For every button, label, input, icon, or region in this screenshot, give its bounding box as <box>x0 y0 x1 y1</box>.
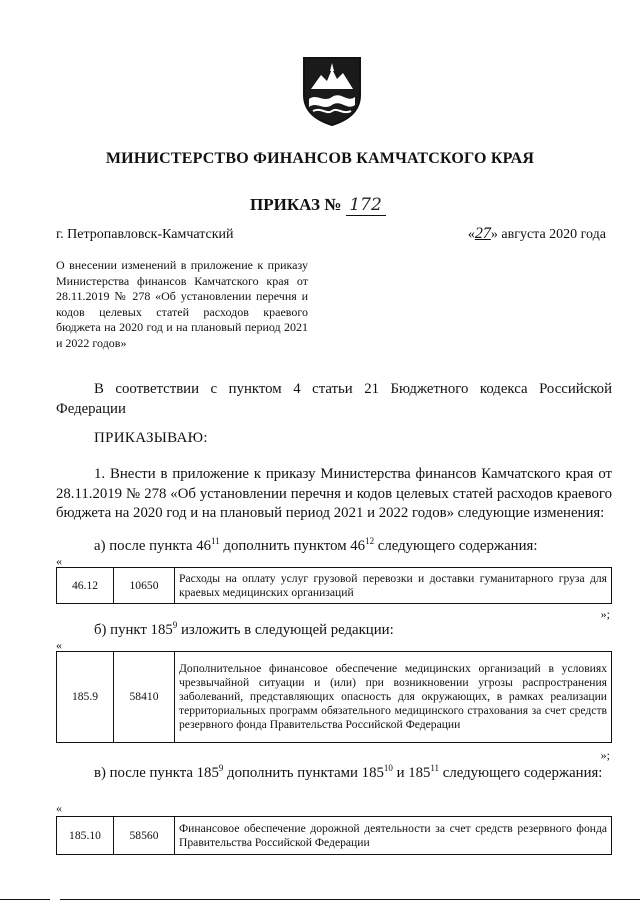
sub-v-sup-1: 9 <box>218 763 224 774</box>
order-title <box>250 195 386 216</box>
sub-item-v <box>56 764 612 783</box>
sub-b-text-2: изложить в следующей редакции: <box>177 622 394 638</box>
quote-close-b: »; <box>600 748 610 762</box>
sub-b-text-1: б) пункт 185 <box>94 622 173 638</box>
quote-open-a: « <box>56 554 62 568</box>
orders-heading: ПРИКАЗЫВАЮ: <box>94 430 208 446</box>
date-rest: » августа 2020 года <box>490 227 606 242</box>
description-cell: Расходы на оплату услуг грузовой перевозки и доставки гуманитарного груза для краевых медицинских организаций <box>175 568 612 604</box>
sub-item-b <box>94 622 394 639</box>
code-cell: 10650 <box>114 568 175 604</box>
order-label: ПРИКАЗ № <box>250 195 342 214</box>
sub-b-sup-1: 9 <box>172 620 178 631</box>
order-number: 172 <box>346 195 386 216</box>
sub-a-text-2: дополнить пунктом 46 <box>219 538 366 554</box>
quote-open-v: « <box>56 801 62 815</box>
amendment-table-b <box>56 651 612 743</box>
sub-v-text-1: в) после пункта 185 <box>94 765 219 781</box>
description-cell: Финансовое обеспечение дорожной деятельности за счет средств резервного фонда Правительства Российской Федерации <box>175 817 612 855</box>
sub-a-text-1: а) после пункта 46 <box>94 538 212 554</box>
sub-v-text-4: следующего содержания: <box>439 765 603 781</box>
sub-v-text-3: и 185 <box>392 765 431 781</box>
city-line: г. Петропавловск-Камчатский <box>56 227 234 242</box>
page-bottom-rule-right <box>60 899 640 900</box>
quote-close-a: »; <box>600 607 610 621</box>
sub-v-sup-3: 11 <box>430 763 440 774</box>
amendment-table-a <box>56 567 612 604</box>
quote-open-b: « <box>56 638 62 652</box>
amendment-table-v <box>56 816 612 855</box>
sub-v-text-2: дополнить пунктами 185 <box>223 765 384 781</box>
ministry-title: МИНИСТЕРСТВО ФИНАНСОВ КАМЧАТСКОГО КРАЯ <box>105 150 535 167</box>
item-1-paragraph: 1. Внести в приложение к приказу Министерства финансов Камчатского края от 28.11.2019 № 278 «Об установлении перечня и кодов целевых статей расходов краевого бюджета на 2020 год и на плановый период 2021 и 2022 годов» следующие изменения: <box>56 466 612 521</box>
code-cell: 58410 <box>114 652 175 743</box>
table-row <box>57 817 612 855</box>
order-subject: О внесении изменений в приложение к приказу Министерства финансов Камчатского края от 28.11.2019 № 278 «Об установлении перечня и кодов целевых статей расходов краевого бюджета на 2020 год и на плановый период 2021 и 2022 годов» <box>56 258 308 350</box>
coat-of-arms-emblem <box>301 55 363 127</box>
sub-item-a <box>94 538 537 555</box>
page-bottom-rule-left <box>0 899 50 900</box>
table-row <box>57 568 612 604</box>
item-number-cell: 46.12 <box>57 568 114 604</box>
sub-a-text-3: следующего содержания: <box>374 538 538 554</box>
item-number-cell: 185.9 <box>57 652 114 743</box>
basis-paragraph: В соответствии с пунктом 4 статьи 21 Бюджетного кодекса Российской Федерации <box>56 381 612 417</box>
description-cell: Дополнительное финансовое обеспечение медицинских организаций в условиях чрезвычайной ситуации и (или) при возникновении угрозы распространения заболеваний, представляющих опасность для окружающих, в рамках реализации территориальных программ обязательного медицинского страхования за счет средств резервного фонда Правительства Российской Федерации <box>175 652 612 743</box>
sub-v-sup-2: 10 <box>383 763 393 774</box>
date-open-quote: « <box>467 227 475 242</box>
date-day: 27 <box>474 225 491 242</box>
table-row <box>57 652 612 743</box>
item-number-cell: 185.10 <box>57 817 114 855</box>
code-cell: 58560 <box>114 817 175 855</box>
sub-a-sup-2: 12 <box>365 536 375 547</box>
sub-a-sup-1: 11 <box>211 536 220 547</box>
order-date <box>468 225 606 243</box>
